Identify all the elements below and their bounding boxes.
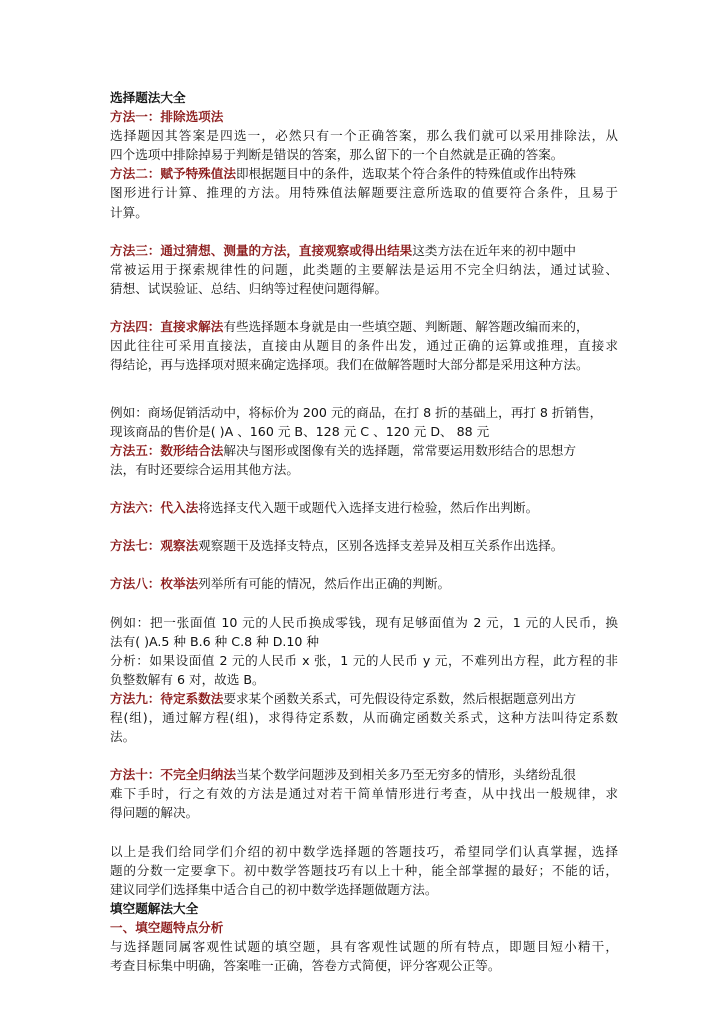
method-1-text-line: 四个选项中排除掉易于判断是错误的答案，那么留下的一个自然就是正确的答案。: [110, 147, 564, 163]
method-4-text-line: 因此往往可采用直接法，直接由从题目的条件出发，通过正确的运算或推理，直接求: [110, 338, 618, 354]
method-9-heading: 方法九：待定系数法: [110, 690, 224, 706]
method-3-text-line: 常被运用于探索规律性的问题，此类题的主要解法是运用不完全归纳法，通过试验、: [110, 261, 618, 277]
method-6-heading: 方法六：代入法: [110, 499, 199, 515]
method-9-text: 要求某个函数关系式，可先假设待定系数，然后根据题意列出方: [223, 690, 576, 706]
method-2-text-line: 图形进行计算、推理的方法。用特殊值法解题要注意所选取的值要符合条件，且易于: [110, 185, 618, 201]
method-8-heading: 方法八：枚举法: [110, 576, 199, 592]
method-9-text-line: 程(组)，通过解方程(组)，求得待定系数，从而确定函数关系式，这种方法叫待定系数: [110, 710, 618, 725]
example-2-line: 法有( )A.5 种 B.6 种 C.8 种 D.10 种: [110, 633, 320, 649]
method-5-text-line: 法，有时还要综合运用其他方法。: [110, 461, 299, 477]
fill-1-text-line: 考查目标集中明确，答案唯一正确，答卷方式简便，评分客观公正等。: [110, 958, 501, 974]
method-8-paragraph: [110, 574, 618, 593]
method-7-heading: 方法七：观察法: [110, 538, 199, 554]
method-10-paragraph: [110, 765, 618, 784]
example-1-line: 例如：商场促销活动中，将标价为 200 元的商品，在打 8 折的基础上，再打 8 折销售，: [110, 404, 603, 420]
summary-line: 建议同学们选择集中适合自己的初中数学选择题做题方法。: [110, 881, 438, 897]
summary-line: 以上是我们给同学们介绍的初中数学选择题的答题技巧，希望同学们认真掌握，选择: [110, 843, 618, 859]
method-1-heading: 方法一：排除选项法: [110, 109, 224, 125]
method-2-paragraph: [110, 164, 618, 183]
method-6-paragraph: [110, 498, 618, 517]
method-3-heading: 方法三：通过猜想、测量的方法，直接观察或得出结果: [110, 242, 413, 258]
document-body: [110, 88, 618, 975]
method-6-text: 将选择支代入题干或题代入选择支进行检验，然后作出判断。: [198, 499, 539, 515]
method-10-text-line: 得问题的解决。: [110, 805, 199, 821]
method-3-paragraph: [110, 241, 618, 260]
fill-1-text-line: 与选择题同属客观性试题的填空题，具有客观性试题的所有特点，即题目短小精干，: [110, 939, 618, 955]
method-10-text-line: 难下手时，行之有效的方法是通过对若干简单情形进行考查，从中找出一般规律，求: [110, 786, 618, 802]
summary-line: 题的分数一定要拿下。初中数学答题技巧有以上十种，能全部掌握的最好；不能的话，: [110, 862, 618, 878]
method-9-paragraph: [110, 689, 618, 708]
method-1-text-line: 选择题因其答案是四选一，必然只有一个正确答案，那么我们就可以采用排除法，从: [110, 128, 618, 144]
method-2-heading: 方法二：赋予特殊值法: [110, 166, 236, 182]
method-3-text: 这类方法在近年来的初中题中: [412, 242, 576, 258]
method-9-text-line: 法。: [110, 729, 136, 745]
method-4-heading: 方法四：直接求解法: [110, 319, 224, 335]
method-3-text-line: 猜想、试误验证、总结、归纳等过程使问题得解。: [110, 280, 388, 296]
section-title-choice: 选择题法大全: [110, 90, 186, 105]
method-10-heading: 方法十：不完全归纳法: [110, 767, 236, 783]
method-2-text: 即根据题目中的条件，选取某个符合条件的特殊值或作出特殊: [235, 166, 576, 182]
method-5-heading: 方法五：数形结合法: [110, 442, 224, 458]
method-4-text-line: 得结论，再与选择项对照来确定选择项。我们在做解答题时大部分都是采用这种方法。: [110, 357, 589, 373]
method-2-text-line: 计算。: [110, 204, 148, 220]
example-2-line: 负整数解有 6 对，故选 B。: [110, 671, 265, 687]
method-5-paragraph: [110, 441, 618, 460]
method-10-text: 当某个数学问题涉及到相关多乃至无穷多的情形，头绪纷乱很: [235, 767, 576, 783]
example-2-line: 分析：如果设面值 2 元的人民币 x 张，1 元的人民币 y 元，不难列出方程，此方程的非: [110, 652, 618, 668]
method-7-paragraph: [110, 536, 618, 555]
fill-1-heading: 一、填空题特点分析: [110, 920, 224, 936]
method-4-text: 有些选择题本身就是由一些填空题、判断题、解答题改编而来的，: [223, 319, 589, 335]
section-title-fill: 填空题解法大全: [110, 900, 199, 916]
method-7-text: 观察题干及选择支特点，区别各选择支差异及相互关系作出选择。: [198, 538, 564, 554]
method-5-text: 解决与图形或图像有关的选择题，常常要运用数形结合的思想方: [223, 442, 576, 458]
method-4-paragraph: [110, 317, 618, 336]
method-8-text: 列举所有可能的情况，然后作出正确的判断。: [198, 576, 451, 592]
example-1-line: 现该商品的售价是( )A 、160 元 B、128 元 C 、120 元 D、 88 元: [110, 423, 490, 439]
example-2-line: 例如：把一张面值 10 元的人民币换成零钱，现有足够面值为 2 元，1 元的人民币，换: [110, 614, 618, 630]
